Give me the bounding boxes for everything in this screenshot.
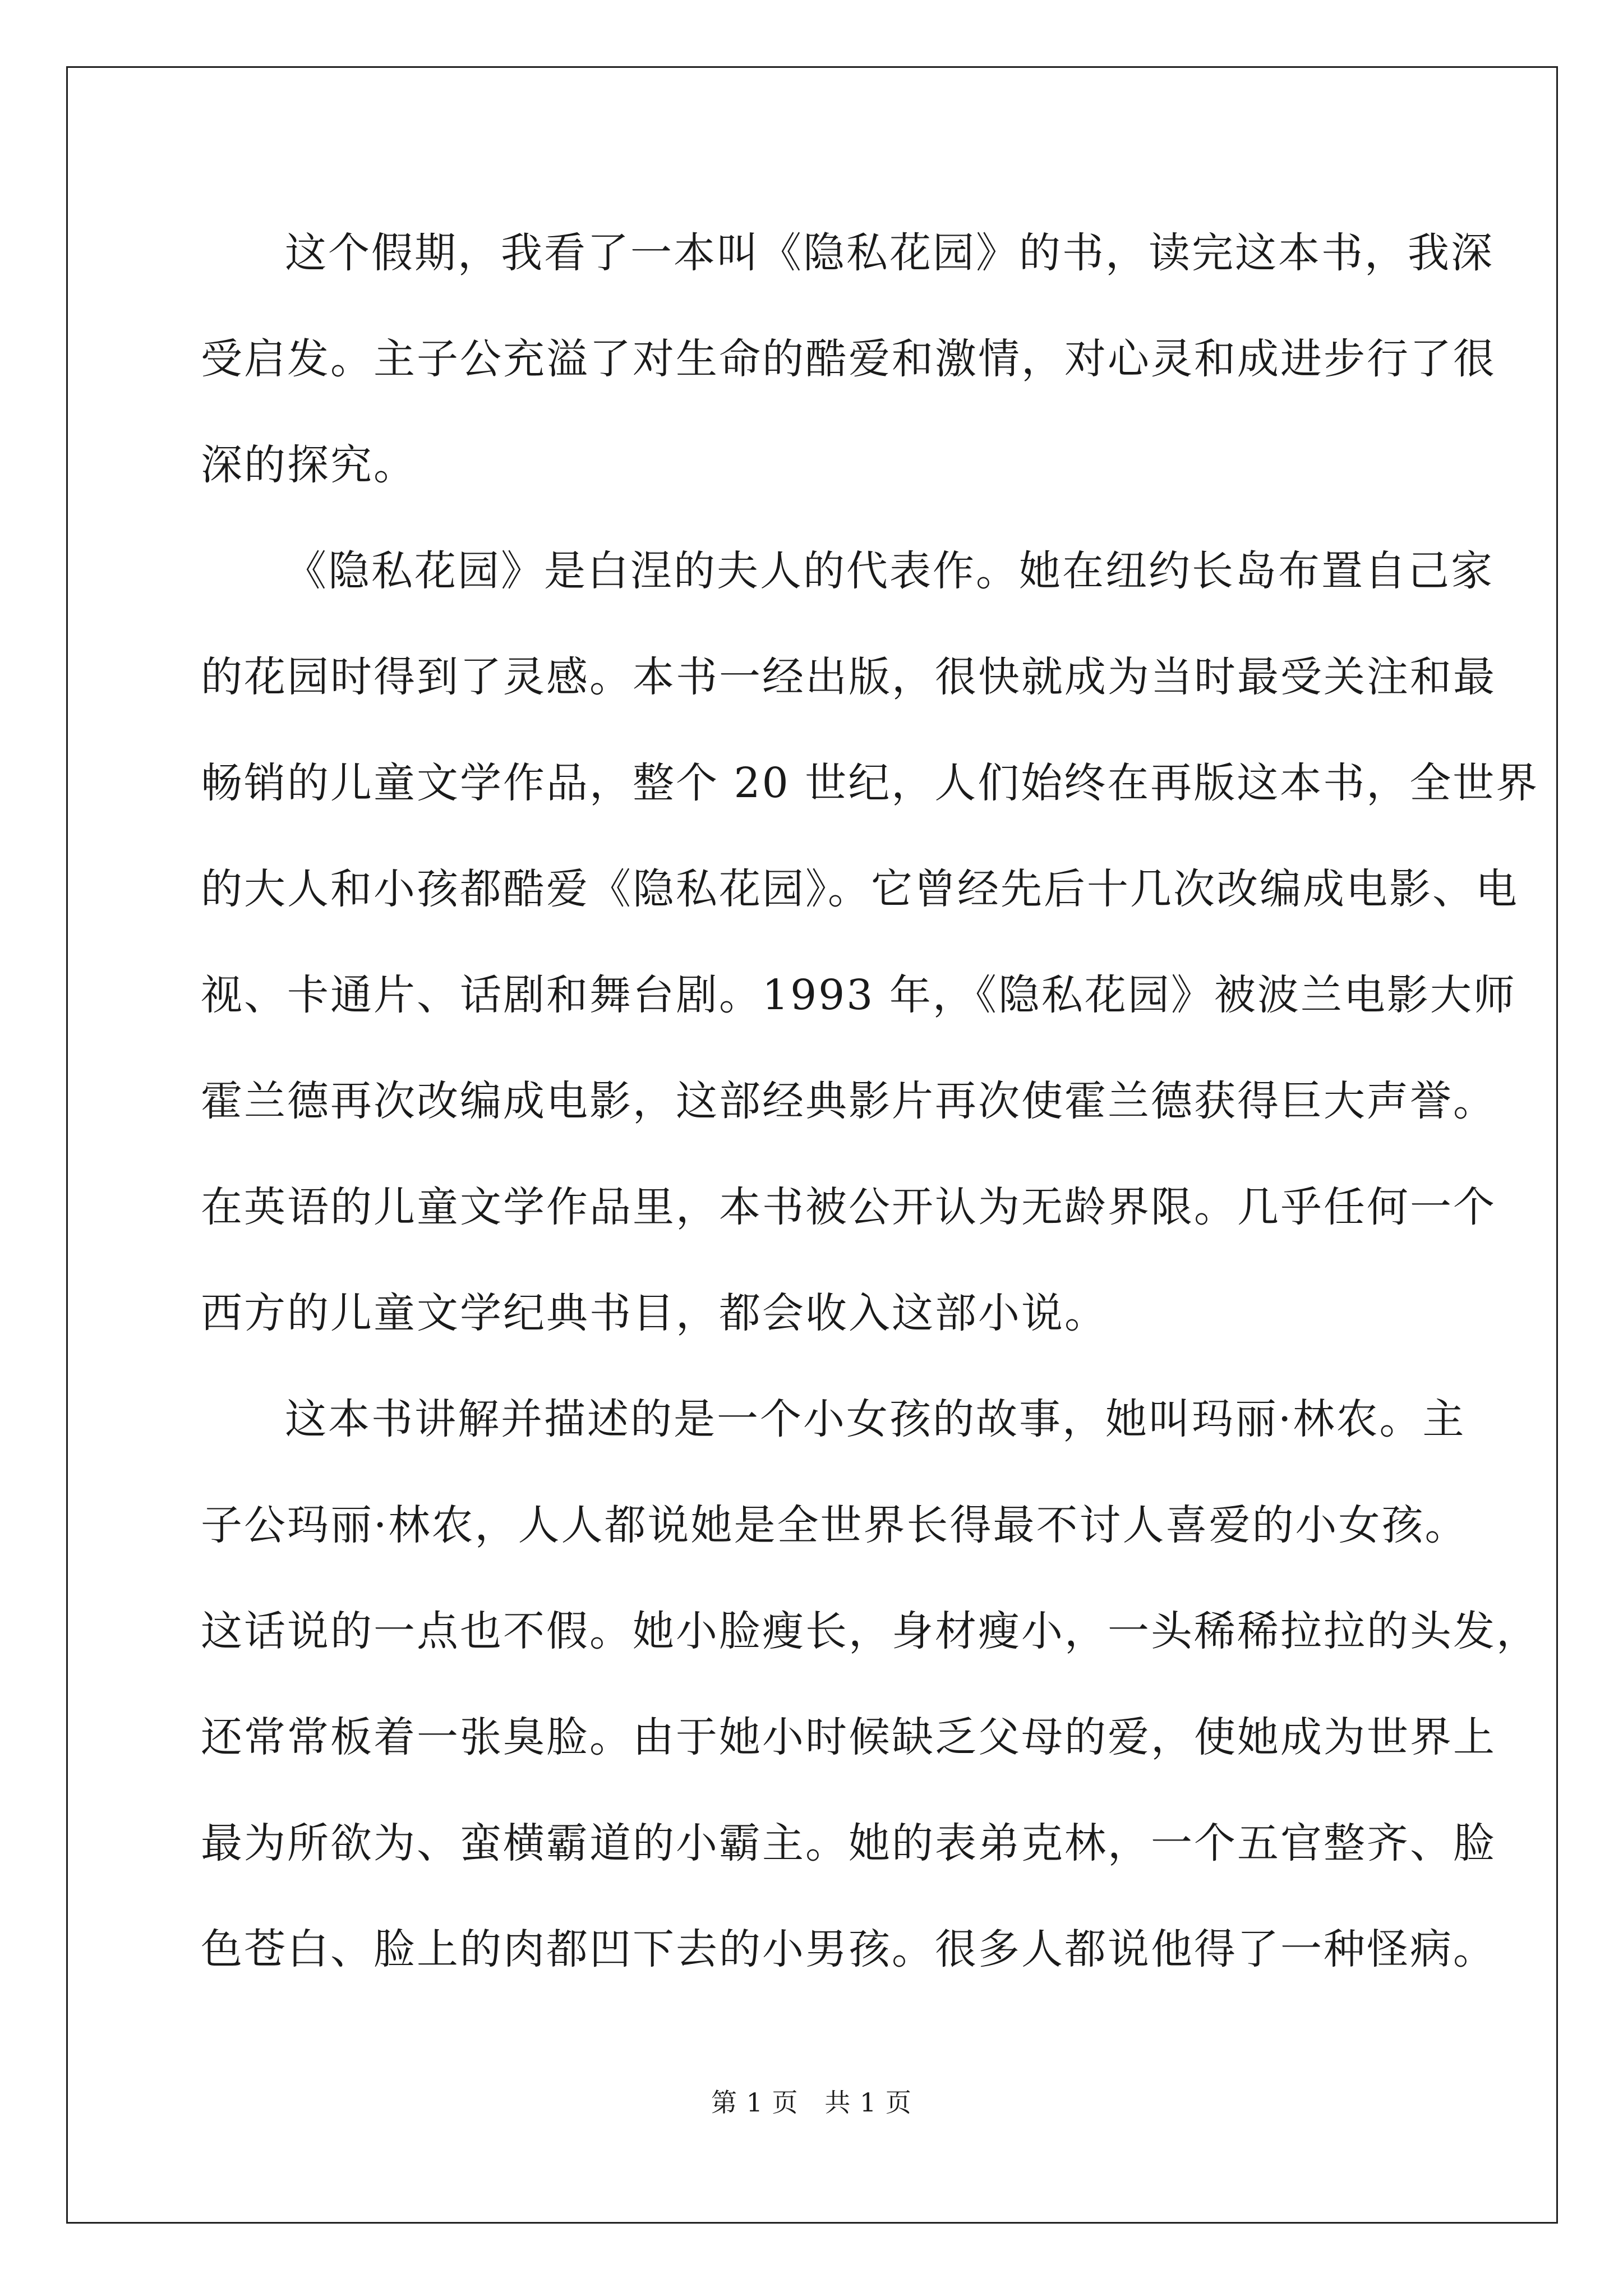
text-line: 色苍白、脸上的肉都凹下去的小男孩。很多人都说他得了一种怪病。 — [201, 1925, 1496, 1973]
text-line: 深的探究。 — [201, 441, 417, 489]
page-number: 第 1 页 共 1 页 — [711, 2087, 912, 2118]
text-line: 最为所欲为、蛮横霸道的小霸主。她的表弟克林，一个五官整齐、脸 — [201, 1819, 1496, 1867]
text-line: 在英语的儿童文学作品里，本书被公开认为无龄界限。几乎任何一个 — [201, 1183, 1496, 1231]
text-line: 畅销的儿童文学作品，整个 20 世纪，人们始终在再版这本书，全世界 — [201, 759, 1539, 807]
text-line: 这话说的一点也不假。她小脸瘦长，身材瘦小，一头稀稀拉拉的头发， — [201, 1607, 1539, 1655]
document-body — [201, 213, 1539, 2016]
text-line: 这本书讲解并描述的是一个小女孩的故事，她叫玛丽·林农。主 — [285, 1395, 1466, 1443]
text-line: 还常常板着一张臭脸。由于她小时候缺乏父母的爱，使她成为世界上 — [201, 1713, 1496, 1761]
text-line: 西方的儿童文学纪典书目，都会收入这部小说。 — [201, 1289, 1108, 1337]
page-footer — [0, 2086, 1623, 2119]
text-line: 霍兰德再次改编成电影，这部经典影片再次使霍兰德获得巨大声誉。 — [201, 1077, 1496, 1125]
text-line: 的大人和小孩都酷爱《隐私花园》。它曾经先后十几次改编成电影、电 — [201, 865, 1519, 913]
text-line: 《隐私花园》是白涅的夫人的代表作。她在纽约长岛布置自己家 — [285, 547, 1494, 595]
text-line: 的花园时得到了灵感。本书一经出版，很快就成为当时最受关注和最 — [201, 653, 1496, 701]
text-line: 这个假期，我看了一本叫《隐私花园》的书，读完这本书，我深 — [285, 229, 1494, 277]
text-line: 受启发。主子公充溢了对生命的酷爱和激情，对心灵和成进步行了很 — [201, 335, 1496, 383]
text-line: 视、卡通片、话剧和舞台剧。1993 年，《隐私花园》被波兰电影大师 — [201, 971, 1516, 1019]
text-line: 子公玛丽·林农，人人都说她是全世界长得最不讨人喜爱的小女孩。 — [201, 1501, 1468, 1549]
